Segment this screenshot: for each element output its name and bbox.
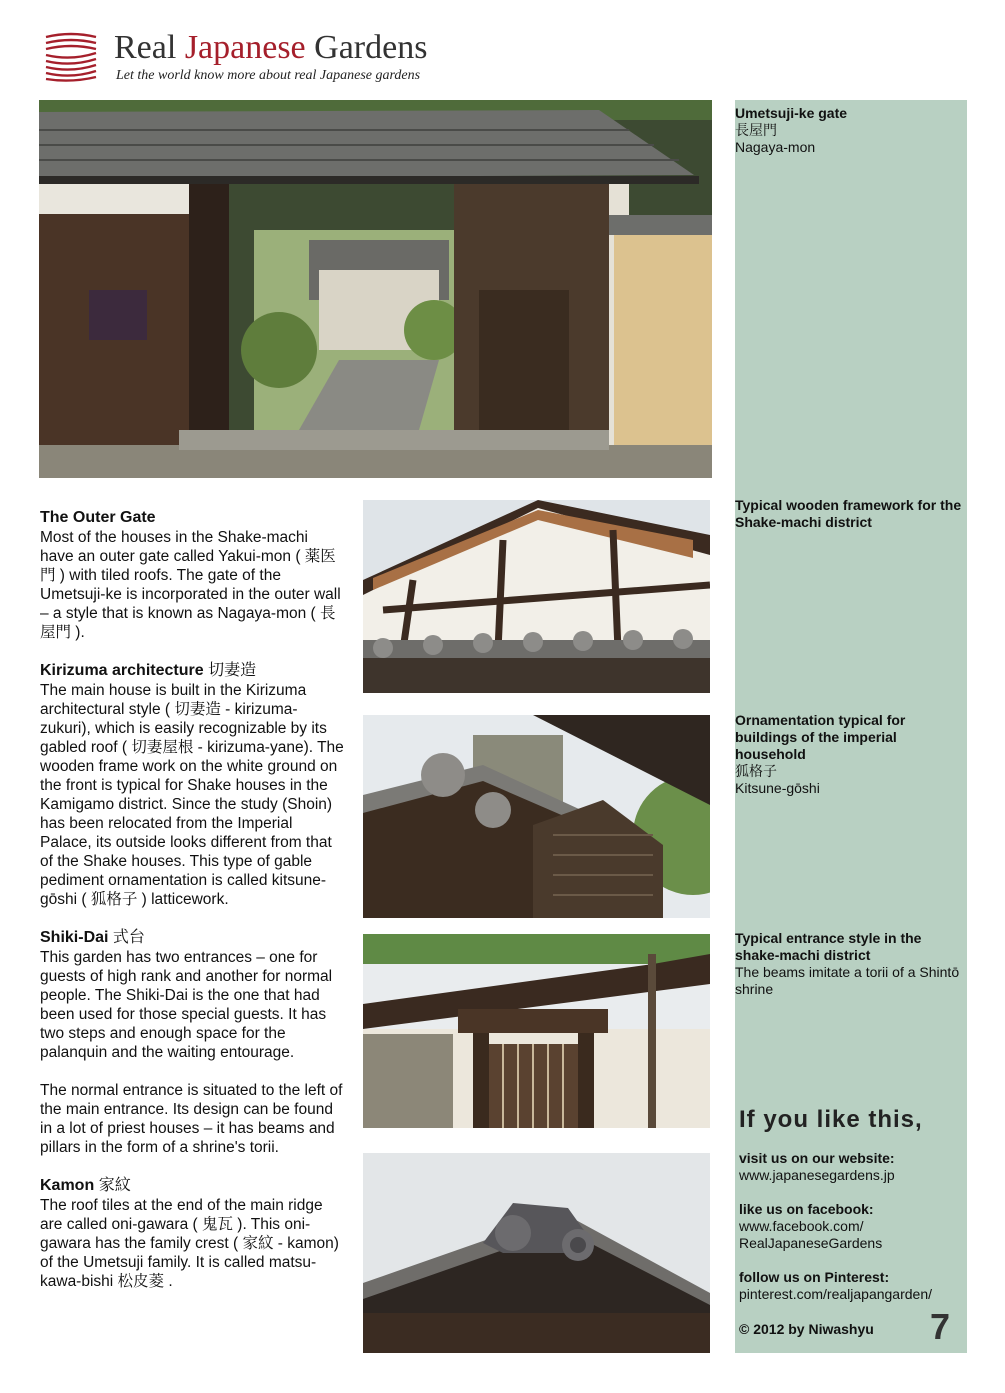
caption-umetsuji-gate	[735, 105, 963, 156]
photo-umetsuji-gate	[39, 100, 712, 478]
section-heading: Kamon 家紋	[40, 1177, 131, 1194]
cta-website	[739, 1150, 895, 1184]
cta-facebook	[739, 1201, 882, 1252]
section-paragraph: The main house is built in the Kirizuma architectural style ( 切妻造 - kirizuma-zukuri), which is easily recognizable by its gabled roof ( 切妻屋根 - kirizuma-yane). The wooden frame work on the white ground on the front is typical for Shake houses in the Kamigamo district. Since the study (Shoin) has been relocated from the Imperial Palace, its outside looks different from that of the Shake houses. This type of gable pediment ornamentation is called kitsune-gōshi ( 狐格子 ) latticework.	[40, 682, 344, 908]
brand-word-gardens: Gardens	[314, 29, 428, 66]
caption-line: Nagaya-mon	[735, 139, 816, 155]
section-paragraph: The roof tiles at the end of the main ridge are called oni-gawara ( 鬼瓦 ). This oni-gawara has the family crest ( 家紋 - kamon) of the Umetsuji family. It is called matsu-kawa-bishi 松皮菱 .	[40, 1197, 339, 1290]
brand-word-japanese: Japanese	[184, 29, 306, 66]
caption-title: Ornamentation typical for buildings of the imperial household	[735, 712, 906, 762]
caption-ornamentation	[735, 712, 963, 797]
caption-line: The beams imitate a torii of a Shintō shrine	[735, 964, 960, 997]
section-heading: Kirizuma architecture 切妻造	[40, 662, 257, 679]
section-paragraph: The normal entrance is situated to the left of the main entrance. Its design can be found in a lot of priest houses – it has beams and pillars in the form of a shrine's torii.	[40, 1082, 343, 1156]
brand-tagline: Let the world know more about real Japanese gardens	[116, 68, 421, 83]
cta-label: like us on facebook:	[739, 1201, 874, 1217]
section-heading: Shiki-Dai 式台	[40, 929, 145, 946]
page-number: 7	[930, 1306, 951, 1347]
copyright-notice: © 2012 by Niwashyu	[739, 1321, 874, 1337]
photo-entrance-style	[363, 934, 710, 1128]
section-heading: The Outer Gate	[40, 509, 156, 526]
caption-title: Typical entrance style in the shake-machi district	[735, 930, 922, 963]
website-link[interactable]: www.japanesegardens.jp	[739, 1167, 895, 1183]
cta-label: visit us on our website:	[739, 1150, 895, 1166]
caption-line: 狐格子	[735, 763, 777, 779]
caption-title: Typical wooden framework for the Shake-machi district	[735, 497, 962, 530]
brand-word-real: Real	[114, 29, 177, 66]
facebook-link[interactable]: www.facebook.com/	[739, 1218, 864, 1234]
photo-oni-gawara	[363, 1153, 710, 1353]
caption-line: 長屋門	[735, 122, 777, 138]
brand-logo	[44, 31, 98, 83]
caption-entrance-style	[735, 930, 963, 998]
cta-label: follow us on Pinterest:	[739, 1269, 890, 1285]
section-paragraph: This garden has two entrances – one for guests of high rank and another for normal people. The Shiki-Dai is the one that had been used for those special guests. It has two steps and enough space for the palanquin and the waiting entourage.	[40, 949, 333, 1061]
photo-ornamentation	[363, 715, 710, 918]
photo-wooden-framework	[363, 500, 710, 693]
section-paragraph: Most of the houses in the Shake-machi have an outer gate called Yakui-mon ( 薬医門 ) with tiled roofs. The gate of the Umetsuji-ke is incorporated in the outer wall – a style that is known as Nagaya-mon ( 長屋門 ).	[40, 529, 341, 641]
cta-title: If you like this,	[739, 1106, 923, 1133]
article-body	[40, 508, 345, 1310]
caption-line: Kitsune-gōshi	[735, 780, 820, 796]
brand-title	[114, 28, 427, 68]
facebook-link[interactable]: RealJapaneseGardens	[739, 1235, 883, 1251]
caption-wooden-framework	[735, 497, 963, 531]
caption-title: Umetsuji-ke gate	[735, 105, 848, 121]
pinterest-link[interactable]: pinterest.com/realjapangarden/	[739, 1286, 933, 1302]
cta-pinterest	[739, 1269, 932, 1303]
